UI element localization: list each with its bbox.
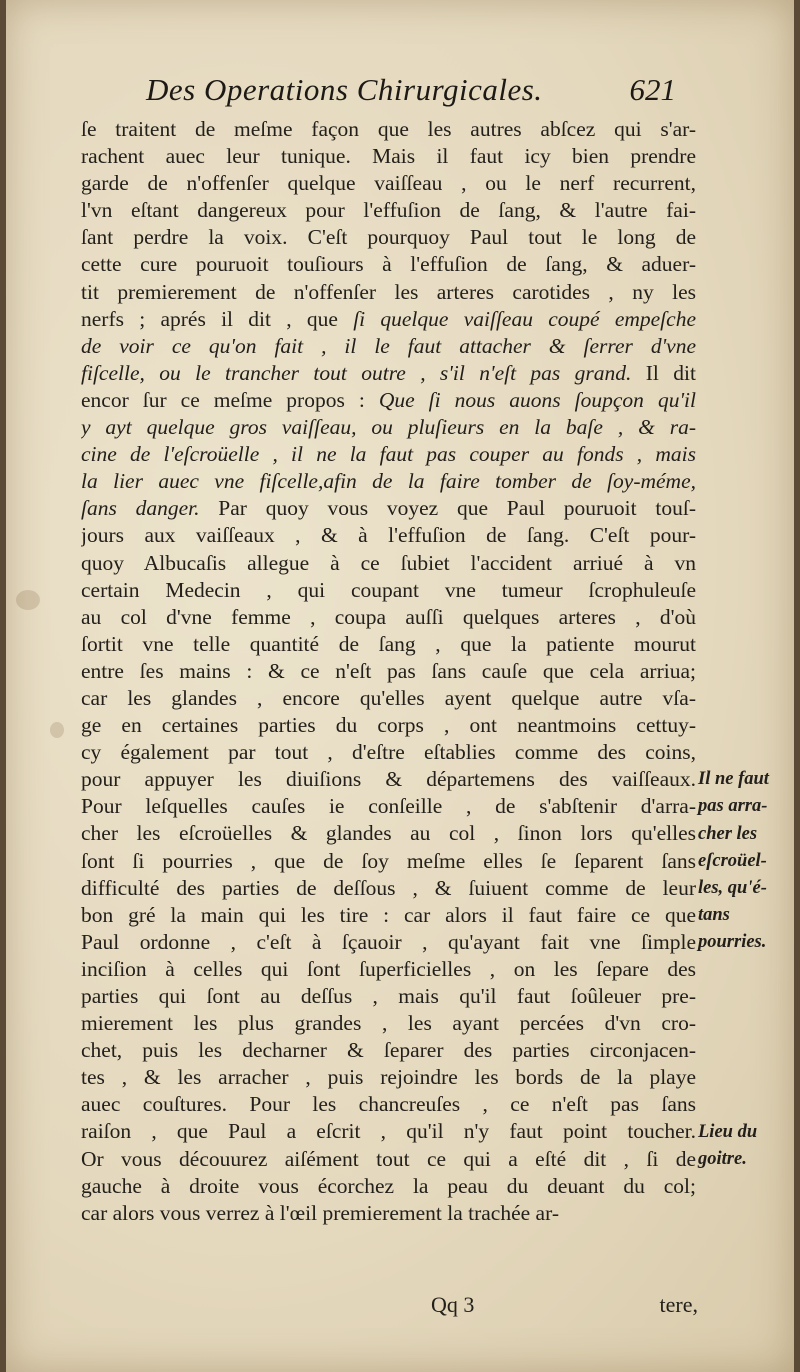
text-span: cher les eſcroüelles & glandes au col , ſinon lors qu'elles	[81, 821, 696, 846]
text-line	[81, 793, 696, 820]
margin-note-line: cher les	[698, 823, 758, 844]
text-line	[81, 1118, 696, 1145]
text-span: parties qui ſont au deſſus , mais qu'il faut ſoûleuer pre-	[81, 984, 696, 1008]
italic-quote-span: fiſcelle, ou le trancher tout outre , s'il n'eſt pas grand.	[81, 360, 632, 385]
text-span: Pour leſquelles cauſes ie conſeille , de s'abſtenir d'arra-	[81, 794, 696, 819]
catchword: tere,	[659, 1292, 698, 1317]
margin-note	[698, 766, 798, 956]
text-line	[81, 1200, 696, 1227]
text-span: quoy Albucaſis allegue à ce ſubiet l'accident arriué à vn	[81, 550, 696, 575]
text-span: encor ſur ce meſme propos :	[81, 387, 379, 412]
text-line	[81, 902, 696, 929]
italic-quote-span: ſi quelque vaiſſeau coupé empeſche	[353, 306, 696, 331]
text-line	[81, 1064, 696, 1091]
text-line	[81, 1037, 696, 1064]
text-line	[81, 387, 696, 414]
text-span: raiſon , que Paul a eſcrit , qu'il n'y faut point toucher.	[81, 1119, 696, 1144]
text-line	[81, 495, 696, 522]
margin-note-line: eſcroüel-	[698, 850, 767, 871]
text-line	[81, 224, 696, 251]
text-line	[81, 712, 696, 739]
text-span: ge en certaines parties du corps , ont neantmoins cettuy-	[81, 713, 696, 738]
text-span: tes , & les arracher , puis rejoindre les bords de la playe	[81, 1065, 696, 1090]
margin-note-line: goitre.	[698, 1148, 747, 1169]
text-line	[81, 197, 696, 224]
text-span: cy également par tout , d'eſtre eſtablies comme des coins,	[81, 740, 696, 765]
text-line	[81, 848, 696, 875]
text-span: jours aux vaiſſeaux , & à l'effuſion de ſang. C'eſt pour-	[81, 523, 696, 548]
text-line	[81, 631, 696, 658]
text-span: pour appuyer les diuiſions & départemens des vaiſſeaux.	[81, 767, 696, 792]
text-span: certain Medecin , qui coupant vne tumeur ſcrophuleuſe	[81, 577, 696, 602]
page-header	[146, 72, 676, 112]
text-line	[81, 441, 696, 468]
ink-stain	[50, 722, 64, 738]
margin-note-line: pas arra-	[698, 796, 768, 817]
text-line	[81, 468, 696, 495]
text-line	[81, 414, 696, 441]
text-line	[81, 1173, 696, 1200]
text-span: mierement les plus grandes , les ayant percées d'vn cro-	[81, 1011, 696, 1036]
margin-note-line: Lieu du	[698, 1121, 758, 1142]
margin-note-line: tans	[698, 904, 730, 925]
italic-quote-span: cine de l'eſcroüelle , il ne la faut pas couper au fonds , mais	[81, 442, 696, 467]
text-line	[81, 685, 696, 712]
text-span: auec couſtures. Pour les chancreuſes , ce n'eſt pas ſans	[81, 1092, 696, 1117]
text-span: ſont ſi pourries , que de ſoy meſme elles ſe ſeparent ſans	[81, 848, 696, 873]
text-line	[81, 522, 696, 549]
italic-quote-span: de voir ce qu'on fait , il le faut attacher & ſerrer d'vne	[81, 333, 696, 358]
text-line	[81, 333, 696, 360]
italic-quote-span: y ayt quelque gros vaiſſeau, ou pluſieurs en la baſe , & ra-	[81, 415, 696, 440]
text-line	[81, 360, 696, 387]
text-line	[81, 251, 696, 278]
book-page	[6, 0, 794, 1372]
text-span: nerfs ; aprés il dit , que	[81, 306, 354, 331]
page-number: 621	[629, 72, 676, 107]
text-span: Paul ordonne , c'eſt à ſçauoir , qu'ayant fait vne ſimple	[81, 929, 696, 954]
text-line	[81, 143, 696, 170]
text-span: difficulté des parties de deſſous , & ſuiuent comme de leur	[81, 875, 696, 900]
text-line	[81, 956, 696, 983]
text-span: ſant perdre la voix. C'eſt pourquoy Paul tout le long de	[81, 225, 696, 250]
body-text	[81, 116, 696, 1227]
text-line	[81, 306, 696, 333]
text-line	[81, 929, 696, 956]
text-line	[81, 739, 696, 766]
text-span: cette cure pouruoit touſiours à l'effuſion de ſang, & aduer-	[81, 252, 696, 277]
text-span: ſortit vne telle quantité de ſang , que la patiente mourut	[81, 631, 696, 656]
text-line	[81, 983, 696, 1010]
margin-note-line: les, qu'é-	[698, 877, 767, 898]
text-line	[81, 820, 696, 847]
text-span: entre ſes mains : & ce n'eſt pas ſans cauſe que cela arriua;	[81, 658, 696, 683]
text-span: Par quoy vous voyez que Paul pouruoit touſ-	[199, 496, 696, 521]
text-line	[81, 170, 696, 197]
ink-stain	[16, 590, 40, 610]
text-span: garde de n'offenſer quelque vaiſſeau , ou le nerf recurrent,	[81, 171, 696, 196]
text-span: bon gré la main qui les tire : car alors il faut faire ce que	[81, 902, 696, 927]
italic-quote-span: ſans danger.	[81, 496, 200, 521]
text-span: ſe traitent de meſme façon que les autres abſcez qui s'ar-	[81, 117, 696, 141]
text-line	[81, 279, 696, 306]
text-line	[81, 875, 696, 902]
signature-mark: Qq 3	[431, 1292, 475, 1317]
running-title: Des Operations Chirurgicales.	[146, 72, 543, 107]
text-span: tit premierement de n'offenſer les arteres carotides , ny les	[81, 279, 696, 304]
text-line	[81, 604, 696, 631]
text-span: Il dit	[631, 360, 696, 385]
italic-quote-span: Que ſi nous auons ſoupçon qu'il	[378, 387, 696, 412]
text-span: inciſion à celles qui ſont ſuperficielles , on les ſepare des	[81, 956, 696, 981]
text-line	[81, 550, 696, 577]
text-line	[81, 116, 696, 143]
text-line	[81, 577, 696, 604]
text-span: gauche à droite vous écorchez la peau du deuant du col;	[81, 1173, 696, 1198]
margin-note-line: Il ne faut	[698, 769, 769, 790]
text-span: car les glandes , encore qu'elles ayent quelque autre vſa-	[81, 685, 696, 710]
text-line	[81, 766, 696, 793]
text-line	[81, 1146, 696, 1173]
text-span: l'vn eſtant dangereux pour l'effuſion de ſang, & l'autre fai-	[81, 198, 696, 223]
text-span: rachent auec leur tunique. Mais il faut icy bien prendre	[81, 144, 696, 169]
text-line	[81, 658, 696, 685]
text-span: Or vous découurez aiſément tout ce qui a eſté dit , ſi de	[81, 1146, 696, 1171]
text-line	[81, 1010, 696, 1037]
margin-note-line: pourries.	[698, 931, 767, 952]
page-footer	[81, 1292, 696, 1326]
text-span: au col d'vne femme , coupa auſſi quelques arteres , d'où	[81, 604, 696, 629]
text-span: chet, puis les decharner & ſeparer des parties circonjacen-	[81, 1038, 696, 1063]
italic-quote-span: la lier auec vne fiſcelle,afin de la faire tomber de ſoy-méme,	[81, 469, 696, 494]
text-span: car alors vous verrez à l'œil premierement la trachée ar-	[81, 1200, 559, 1225]
text-line	[81, 1091, 696, 1118]
margin-note	[698, 1119, 798, 1173]
